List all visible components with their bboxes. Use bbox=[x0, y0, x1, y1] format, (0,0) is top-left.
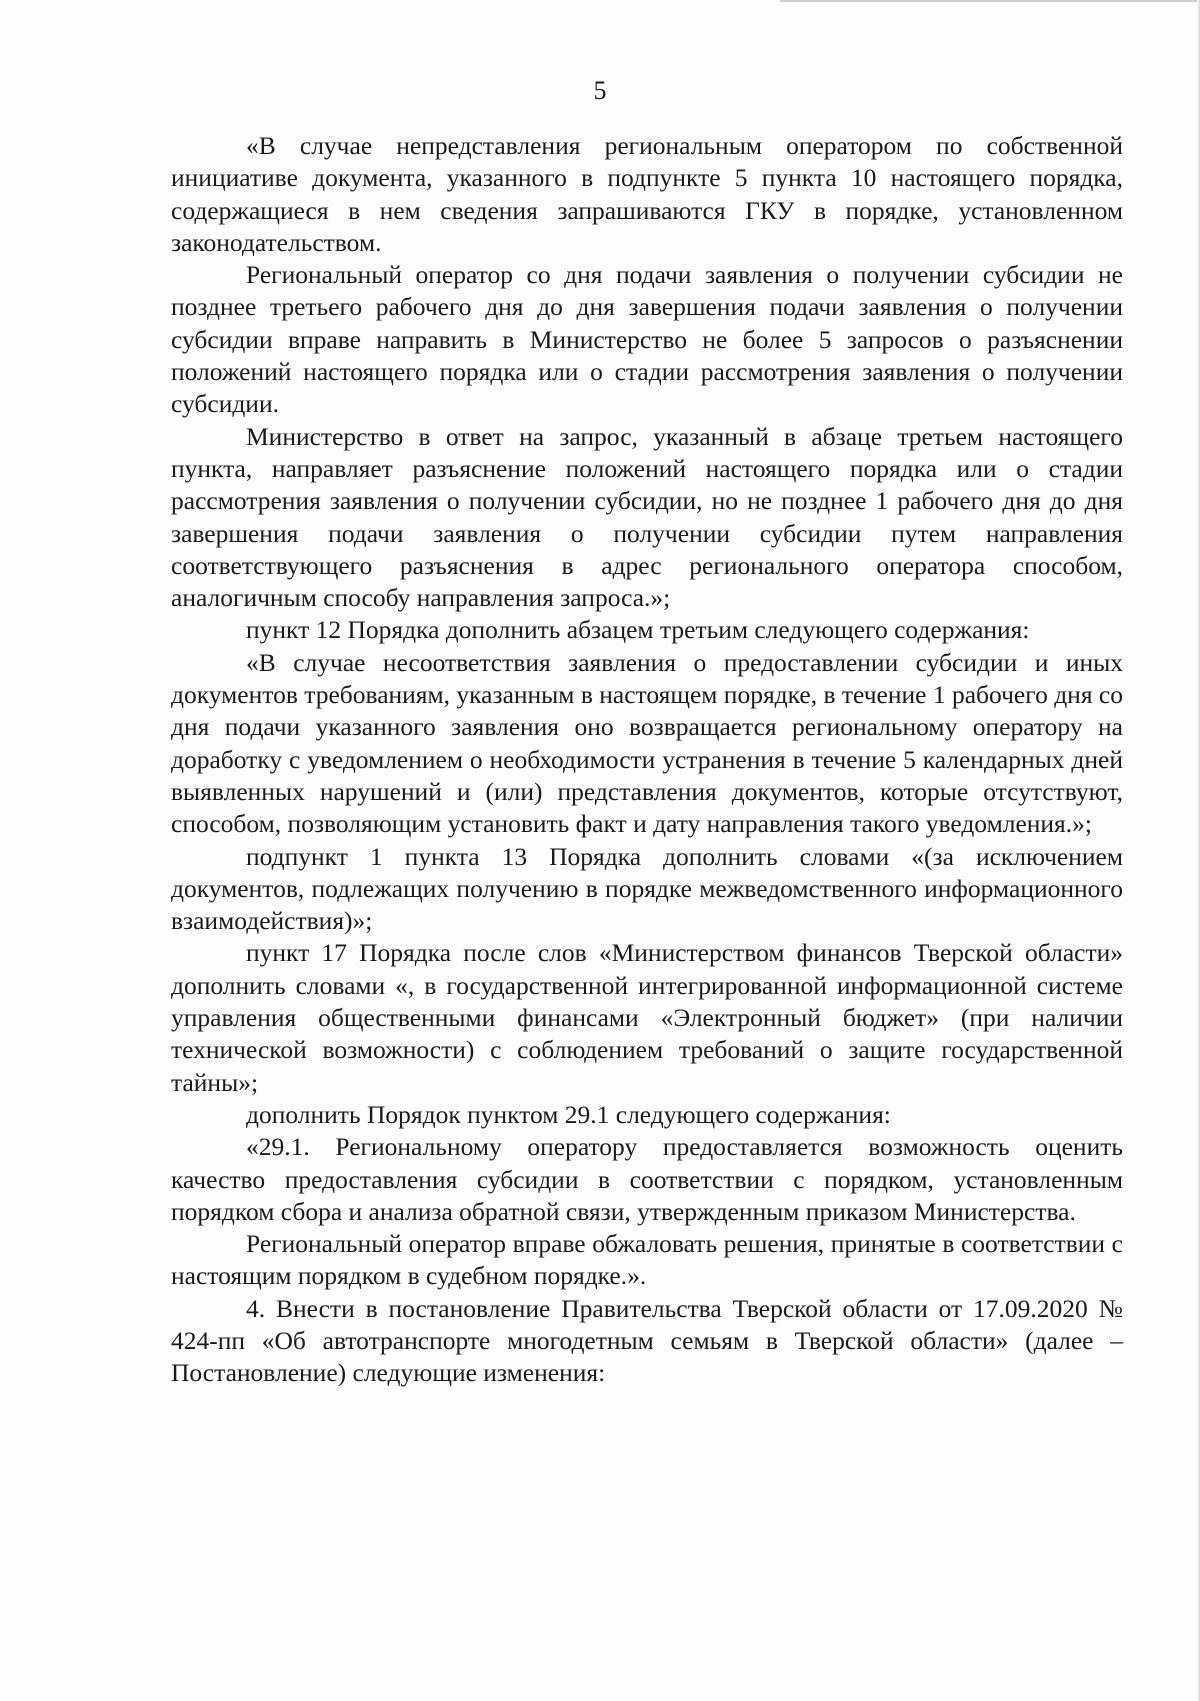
paragraph: «29.1. Региональному оператору предоставляется возможность оценить качество предоставления субсидии в соответствии с порядком, установленным порядком сбора и анализа обратной связи, утвержденным приказом Министерства. bbox=[171, 1132, 1123, 1226]
paragraph: Региональный оператор вправе обжаловать решения, принятые в соответствии с настоящим порядком в судебном порядке.». bbox=[171, 1229, 1123, 1291]
page-number: 5 bbox=[593, 76, 607, 105]
document-body bbox=[171, 130, 1123, 1390]
paragraph: Министерство в ответ на запрос, указанный в абзаце третьем настоящего пункта, направляет разъяснение положений настоящего порядка или о стадии рассмотрения заявления о получении субсидии, но не позднее 1 рабочего дня до дня завершения подачи заявления о получении субсидии путем направления соответствующего разъяснения в адрес регионального оператора способом, аналогичным способу направления запроса.»; bbox=[171, 421, 1123, 613]
paragraph: подпункт 1 пункта 13 Порядка дополнить словами «(за исключением документов, подлежащих получению в порядке межведомственного информационного взаимодействия)»; bbox=[171, 841, 1123, 936]
paragraph: 4. Внести в постановление Правительства Тверской области от 17.09.2020 № 424-пп «Об автотранспорте многодетным семьям в Тверской области» (далее – Постановление) следующие изменения: bbox=[171, 1293, 1123, 1388]
paragraph: Региональный оператор со дня подачи заявления о получении субсидии не позднее третьего рабочего дня до дня завершения подачи заявления о получении субсидии вправе направить в Министерство не более 5 запросов о разъяснении положений настоящего порядка или о стадии рассмотрения заявления о получении субсидии. bbox=[171, 260, 1123, 419]
paragraph: дополнить Порядок пунктом 29.1 следующего содержания: bbox=[246, 1099, 891, 1129]
paragraph: пункт 17 Порядка после слов «Министерством финансов Тверской области» дополнить словами «, в государственной интегрированной информационной системе управления общественными финансами «Электронный бюджет» (при наличии технической возможности) с соблюдением требований о защите государственной тайны»; bbox=[171, 938, 1123, 1097]
scan-edge-top bbox=[780, 0, 1200, 2]
paragraph: «В случае несоответствия заявления о предоставлении субсидии и иных документов требованиям, указанным в настоящем порядке, в течение 1 рабочего дня со дня подачи указанного заявления оно возвращается региональному оператору на доработку с уведомлением о необходимости устранения в течение 5 календарных дней выявленных нарушений и (или) представления документов, которые отсутствуют, способом, позволяющим установить факт и дату направления такого уведомления.»; bbox=[171, 647, 1123, 839]
paragraph: пункт 12 Порядка дополнить абзацем третьим следующего содержания: bbox=[246, 615, 1030, 645]
paragraph: «В случае непредставления региональным оператором по собственной инициативе документа, указанного в подпункте 5 пункта 10 настоящего порядка, содержащиеся в нем сведения запрашиваются ГКУ в порядке, установленном законодательством. bbox=[171, 131, 1123, 257]
